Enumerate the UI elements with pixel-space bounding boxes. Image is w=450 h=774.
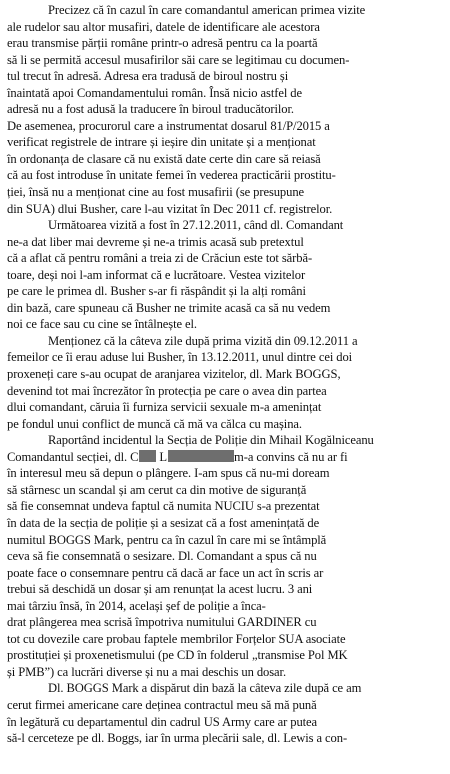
text-line: că a aflat că pentru români a treia zi de Crăciun este tot sărbă- xyxy=(7,251,313,266)
redaction-block xyxy=(139,450,156,462)
text-line: erau transmise părții române printr-o adresă pentru ca la poartă xyxy=(7,36,318,51)
text-line: ale rudelor sau altor musafiri, datele de identificare ale acestora xyxy=(7,19,320,34)
redacted-text-line xyxy=(7,449,440,466)
text-line: proxeneți care s-au ocupat de aranjarea vizitelor, dl. Mark BOGGS, xyxy=(7,367,341,382)
text-line: cerut firmei americane care deținea contractul meu să mă pună xyxy=(7,697,317,712)
text-line: să stârnesc un scandal și am cerut ca din motive de siguranță xyxy=(7,482,307,497)
text-line: ne-a dat liber mai devreme și ne-a trimis acasă sub pretextul xyxy=(7,234,304,249)
text-line: din bază, care spuneau că Busher ne trimite acasă ca să nu vedem xyxy=(7,300,331,315)
text-line: în interesul meu să depun o plângere. I-am spus că nu-mi doream xyxy=(7,466,330,481)
text-line: să li se permită accesul musafirilor săi care se legitimau cu documen- xyxy=(7,52,350,67)
text-line: pe fondul unui conflict de muncă că mă va călca cu mașina. xyxy=(7,416,302,431)
text-line: prostituției și proxenetismului (pe CD în folderul „transmise Pol MK xyxy=(7,648,348,663)
text-line: Raportând incidentul la Secția de Poliție din Mihail Kogălniceanu xyxy=(48,433,374,448)
text-line: să fie consemnat undeva faptul că numita NUCIU s-a prezentat xyxy=(7,499,320,514)
text-line: verificat registrele de intrare și ieșire din unitate și a menționat xyxy=(7,135,316,150)
text-line: tul trecut în adresă. Adresa era tradusă de biroul nostru și xyxy=(7,69,289,84)
text-line: să-l cerceteze pe dl. Boggs, iar în urma plecării sale, dl. Lewis a con- xyxy=(7,731,348,746)
text-line: tot cu dovezile care probau faptele membrilor Forțelor SUA asociate xyxy=(7,631,346,646)
text-line: poate face o consemnare pentru că dacă ar face un act în scris ar xyxy=(7,565,324,580)
text-line: în data de la secția de poliție și a sesizat că a fost amenințată de xyxy=(7,515,320,530)
redacted-line-start: Comandantul secției, dl. C xyxy=(7,449,139,464)
text-line: numitul BOGGS Mark, pentru ca în cazul în care mi se întâmplă xyxy=(7,532,327,547)
text-line: în ordonanța de clasare că nu există date certe din care să reiasă xyxy=(7,151,321,166)
redaction-block xyxy=(168,450,234,462)
text-line: dlui comandant, căruia îi furniza servicii sexuale m-a amenințat xyxy=(7,400,322,415)
text-line: trebui să deschidă un dosar și am renunțat la acest lucru. 3 ani xyxy=(7,582,313,597)
text-line: adresă nu a fost adusă la traducere în biroul traducătorilor. xyxy=(7,102,294,117)
text-line: toare, deși noi l-am informat că e lucrătoare. Vestea vizitelor xyxy=(7,267,306,282)
paragraph-second-visit xyxy=(7,217,440,333)
paragraph-police-report xyxy=(7,432,440,680)
text-line: Dl. BOGGS Mark a dispărut din bază la câteva zile după ce am xyxy=(48,681,362,696)
text-line: ceva să fie consemnată o sesizare. Dl. Comandant a spus că nu xyxy=(7,549,317,564)
text-line: noi ce face sau cu cine se întâlnește el. xyxy=(7,317,197,332)
text-line: De asemenea, procurorul care a instrumentat dosarul 81/P/2015 a xyxy=(7,118,330,133)
text-line: că au fost introduse în unitate femei în vederea practicării prostitu- xyxy=(7,168,336,183)
text-line: și PMB”) ca lucrări diverse și nu a mai deschis un dosar. xyxy=(7,664,286,679)
text-line: Precizez că în cazul în care comandantul american primea vizite xyxy=(48,3,366,17)
redacted-line-end: m-a convins că nu ar fi xyxy=(234,449,348,464)
paragraph-visitors xyxy=(7,2,440,217)
text-line: ției, însă nu a menționat cine au fost musafirii (se presupune xyxy=(7,185,305,200)
text-line: mai târziu însă, în 2014, același șef de poliție a înca- xyxy=(7,598,266,613)
paragraph-boggs-disappeared xyxy=(7,680,440,746)
text-line: drat plângerea mea scrisă împotriva numitului GARDINER cu xyxy=(7,615,317,630)
text-line: înaintată apoi Comandamentului român. Însă nicio astfel de xyxy=(7,85,302,100)
text-line: Menționez că la câteva zile după prima vizită din 09.12.2011 a xyxy=(48,333,358,348)
text-line: devenind tot mai încrezător în protecția pe care o avea din partea xyxy=(7,383,327,398)
paragraph-threat xyxy=(7,333,440,432)
text-line: femeilor ce îi erau aduse lui Busher, în 13.12.2011, unul dintre cei doi xyxy=(7,350,353,365)
text-line: din SUA) dlui Busher, care l-au vizitat în Dec 2011 cf. registrelor. xyxy=(7,201,333,216)
text-line: în legătură cu departamentul din cadrul US Army care ar putea xyxy=(7,714,318,729)
text-line: Următoarea vizită a fost în 27.12.2011, când dl. Comandant xyxy=(48,218,344,233)
redacted-line-middle: L xyxy=(156,449,168,464)
text-line: pe care le primea dl. Busher s-ar fi răspândit și la alți români xyxy=(7,284,306,299)
